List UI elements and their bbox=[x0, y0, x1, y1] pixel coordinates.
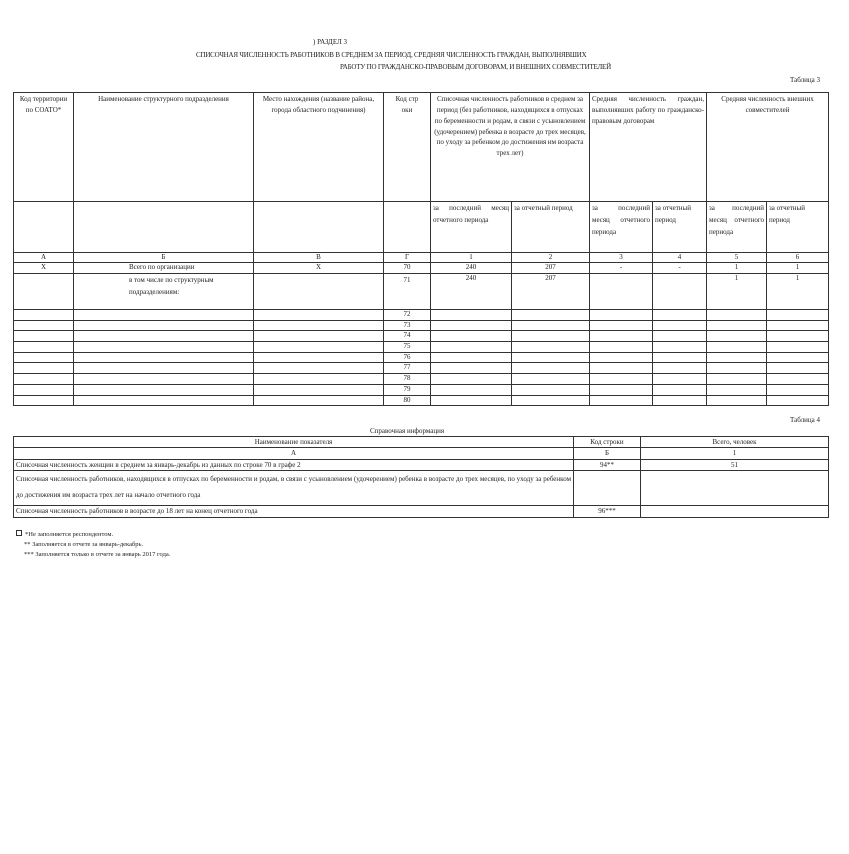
cell-value[interactable] bbox=[707, 320, 767, 331]
column-letter: 2 bbox=[512, 253, 590, 263]
cell-value[interactable] bbox=[653, 363, 707, 374]
cell-unit-name[interactable] bbox=[74, 363, 254, 374]
bullet-square-icon bbox=[16, 530, 22, 536]
cell-value[interactable] bbox=[512, 374, 590, 385]
cell-location[interactable] bbox=[254, 374, 384, 385]
cell-value[interactable]: - bbox=[653, 263, 707, 274]
column-letter: Б bbox=[74, 253, 254, 263]
t4-letter: А bbox=[14, 448, 574, 459]
cell-value[interactable] bbox=[707, 374, 767, 385]
t4-row-code: 94** bbox=[574, 459, 641, 470]
cell-value[interactable] bbox=[767, 320, 829, 331]
table-4 bbox=[13, 436, 829, 518]
footnote: ** Заполняется в отчете за январь-декабрь. bbox=[24, 541, 144, 548]
cell-value[interactable] bbox=[767, 342, 829, 353]
column-letter: 6 bbox=[767, 253, 829, 263]
cell-value[interactable] bbox=[767, 395, 829, 406]
header-unit-name: Наименование структурного подразделения bbox=[74, 93, 254, 202]
cell-value[interactable]: 1 bbox=[767, 263, 829, 274]
column-letter: Г bbox=[384, 253, 431, 263]
cell-row-code: 71 bbox=[384, 274, 431, 310]
section-heading-line2: РАБОТУ ПО ГРАЖДАНСКО-ПРАВОВЫМ ДОГОВОРАМ, И ВНЕШНИХ СОВМЕСТИТЕЛЕЙ bbox=[340, 63, 611, 71]
cell-territory bbox=[14, 363, 74, 374]
cell-value[interactable] bbox=[707, 331, 767, 342]
header-payroll: Списочная численность работников в среднем за период (без работников, находящихся в отпусках по беременности и родам, в связи с усыновлением (удочерением) ребенка в возрасте до трех месяцев, по уходу за ребенком до достижения им возраста трех лет) bbox=[431, 93, 590, 202]
table-row bbox=[14, 331, 829, 342]
table-row bbox=[14, 384, 829, 395]
cell-value[interactable] bbox=[707, 352, 767, 363]
cell-value[interactable] bbox=[431, 363, 512, 374]
cell-value[interactable] bbox=[512, 331, 590, 342]
cell-value[interactable] bbox=[512, 384, 590, 395]
column-letter: 1 bbox=[431, 253, 512, 263]
cell-territory bbox=[14, 374, 74, 385]
cell-value[interactable] bbox=[431, 342, 512, 353]
cell-value[interactable] bbox=[653, 395, 707, 406]
header-civil-contracts: Средняя численность граждан, выполнявших работу по гражданско-правовым договорам bbox=[590, 93, 707, 202]
table-row bbox=[14, 263, 829, 274]
cell-value[interactable] bbox=[767, 374, 829, 385]
cell-value[interactable] bbox=[653, 384, 707, 395]
subheader-period: за последний месяц отчетного периода bbox=[431, 202, 512, 253]
subheader-period: за отчетный период bbox=[512, 202, 590, 253]
cell-value[interactable] bbox=[590, 274, 653, 310]
cell-territory bbox=[14, 395, 74, 406]
table3-label: Таблица 3 bbox=[790, 76, 820, 84]
cell-value[interactable] bbox=[653, 310, 707, 321]
cell-territory bbox=[14, 320, 74, 331]
table-row bbox=[14, 320, 829, 331]
cell-row-code: 75 bbox=[384, 342, 431, 353]
cell-value[interactable] bbox=[590, 374, 653, 385]
cell-value[interactable] bbox=[653, 274, 707, 310]
cell-value[interactable] bbox=[653, 374, 707, 385]
cell-unit-name[interactable] bbox=[74, 310, 254, 321]
table-row bbox=[14, 310, 829, 321]
cell-territory bbox=[14, 310, 74, 321]
cell-location[interactable] bbox=[254, 320, 384, 331]
cell-row-code: 70 bbox=[384, 263, 431, 274]
cell-value[interactable] bbox=[431, 384, 512, 395]
cell-value[interactable] bbox=[767, 331, 829, 342]
t4-row-value bbox=[641, 471, 829, 506]
cell-territory: Х bbox=[14, 263, 74, 274]
cell-row-code: 78 bbox=[384, 374, 431, 385]
cell-row-code: 73 bbox=[384, 320, 431, 331]
cell-value[interactable] bbox=[512, 320, 590, 331]
cell-value[interactable]: 1 bbox=[707, 263, 767, 274]
cell-value[interactable] bbox=[512, 310, 590, 321]
cell-unit-name[interactable] bbox=[74, 331, 254, 342]
cell-value[interactable] bbox=[431, 320, 512, 331]
cell-territory bbox=[14, 384, 74, 395]
cell-value[interactable] bbox=[653, 320, 707, 331]
cell-territory bbox=[14, 342, 74, 353]
cell-location[interactable] bbox=[254, 395, 384, 406]
cell-value[interactable] bbox=[590, 384, 653, 395]
cell-value[interactable]: - bbox=[590, 263, 653, 274]
cell-value[interactable] bbox=[767, 310, 829, 321]
t4-row-name: Списочная численность женщин в среднем за январь-декабрь из данных по строке 70 в графе 2 bbox=[14, 459, 574, 470]
cell-value[interactable] bbox=[512, 395, 590, 406]
table-3 bbox=[13, 92, 829, 406]
column-letter: В bbox=[254, 253, 384, 263]
t4-row-value: 51 bbox=[641, 459, 829, 470]
cell-value[interactable] bbox=[512, 342, 590, 353]
cell-row-code: 79 bbox=[384, 384, 431, 395]
table-row bbox=[14, 352, 829, 363]
cell-row-code: 80 bbox=[384, 395, 431, 406]
cell-value[interactable] bbox=[590, 363, 653, 374]
cell-value[interactable]: 207 bbox=[512, 263, 590, 274]
cell-value[interactable] bbox=[767, 384, 829, 395]
cell-row-code: 76 bbox=[384, 352, 431, 363]
footnote bbox=[16, 530, 113, 539]
t4-letter: Б bbox=[574, 448, 641, 459]
cell-unit-name[interactable]: в том числе по структурным подразделениям: bbox=[74, 274, 254, 310]
cell-territory bbox=[14, 352, 74, 363]
empty-cell bbox=[254, 202, 384, 253]
table-row bbox=[14, 374, 829, 385]
cell-unit-name[interactable] bbox=[74, 374, 254, 385]
cell-row-code: 72 bbox=[384, 310, 431, 321]
cell-location[interactable] bbox=[254, 342, 384, 353]
section-heading-line1: СПИСОЧНАЯ ЧИСЛЕННОСТЬ РАБОТНИКОВ В СРЕДНЕМ ЗА ПЕРИОД, СРЕДНЯЯ ЧИСЛЕННОСТЬ ГРАЖДАН, ВЫПОЛНЯВШИХ bbox=[196, 51, 587, 59]
cell-value[interactable] bbox=[707, 342, 767, 353]
cell-value[interactable] bbox=[431, 395, 512, 406]
cell-value[interactable] bbox=[512, 352, 590, 363]
cell-row-code: 74 bbox=[384, 331, 431, 342]
cell-value[interactable] bbox=[653, 331, 707, 342]
t4-row-name: Списочная численность работников в возрасте до 18 лет на конец отчетного года bbox=[14, 506, 574, 517]
subheader-period: за последний месяц отчетного периода bbox=[707, 202, 767, 253]
cell-value[interactable] bbox=[431, 352, 512, 363]
table-row bbox=[14, 342, 829, 353]
column-letter: А bbox=[14, 253, 74, 263]
cell-location[interactable] bbox=[254, 274, 384, 310]
t4-header-code: Код строки bbox=[574, 437, 641, 448]
cell-value[interactable] bbox=[590, 310, 653, 321]
cell-value[interactable] bbox=[431, 331, 512, 342]
section-title: ) РАЗДЕЛ 3 bbox=[313, 38, 347, 46]
t4-row-name: Списочная численность работников, находящихся в отпусках по беременности и родам, в связи с усыновлением (удочерением) ребенка в возрасте до трех месяцев, по уходу за ребенком до достижения им возраста трех лет на начало отчетного года bbox=[14, 471, 574, 506]
cell-value[interactable] bbox=[707, 310, 767, 321]
cell-location[interactable] bbox=[254, 352, 384, 363]
cell-territory bbox=[14, 331, 74, 342]
column-letter: 5 bbox=[707, 253, 767, 263]
cell-value[interactable] bbox=[707, 395, 767, 406]
cell-value[interactable]: 240 bbox=[431, 274, 512, 310]
footnote: *** Заполняется только в отчете за январь 2017 года. bbox=[24, 551, 171, 558]
cell-value[interactable] bbox=[590, 331, 653, 342]
t4-header-total: Всего, человек bbox=[641, 437, 829, 448]
table4-title: Справочная информация bbox=[370, 427, 445, 435]
cell-value[interactable]: 207 bbox=[512, 274, 590, 310]
empty-cell bbox=[14, 202, 74, 253]
cell-value[interactable] bbox=[590, 352, 653, 363]
empty-cell bbox=[384, 202, 431, 253]
header-location: Место нахождения (название района, города областного подчинения) bbox=[254, 93, 384, 202]
cell-unit-name[interactable]: Всего по организации bbox=[74, 263, 254, 274]
t4-header-name: Наименование показателя bbox=[14, 437, 574, 448]
t4-row-code: 96*** bbox=[574, 506, 641, 517]
subheader-period: за отчетный период bbox=[767, 202, 829, 253]
cell-value[interactable] bbox=[653, 342, 707, 353]
table-row bbox=[14, 274, 829, 310]
footnote-text: *Не заполняется респондентом. bbox=[25, 531, 114, 538]
table-row bbox=[14, 363, 829, 374]
cell-location[interactable] bbox=[254, 384, 384, 395]
cell-unit-name[interactable] bbox=[74, 320, 254, 331]
t4-row-value bbox=[641, 506, 829, 517]
cell-value[interactable] bbox=[707, 384, 767, 395]
t4-letter: 1 bbox=[641, 448, 829, 459]
cell-location[interactable] bbox=[254, 331, 384, 342]
cell-value[interactable] bbox=[590, 395, 653, 406]
cell-value[interactable]: 1 bbox=[707, 274, 767, 310]
cell-value[interactable] bbox=[590, 342, 653, 353]
column-letter: 4 bbox=[653, 253, 707, 263]
header-external: Средняя численность внешних совместителей bbox=[707, 93, 829, 202]
cell-unit-name[interactable] bbox=[74, 352, 254, 363]
header-territory-code: Код территории по СОАТО* bbox=[14, 93, 74, 202]
empty-cell bbox=[74, 202, 254, 253]
table-row bbox=[14, 395, 829, 406]
subheader-period: за отчетный период bbox=[653, 202, 707, 253]
cell-value[interactable] bbox=[512, 363, 590, 374]
cell-location[interactable] bbox=[254, 310, 384, 321]
cell-value[interactable] bbox=[707, 363, 767, 374]
cell-unit-name[interactable] bbox=[74, 342, 254, 353]
cell-territory bbox=[14, 274, 74, 310]
cell-value[interactable] bbox=[590, 320, 653, 331]
cell-row-code: 77 bbox=[384, 363, 431, 374]
cell-value[interactable] bbox=[653, 352, 707, 363]
subheader-period: за последний месяц отчетного периода bbox=[590, 202, 653, 253]
cell-unit-name[interactable] bbox=[74, 395, 254, 406]
cell-value[interactable] bbox=[767, 352, 829, 363]
cell-value[interactable]: 240 bbox=[431, 263, 512, 274]
cell-unit-name[interactable] bbox=[74, 384, 254, 395]
cell-location[interactable] bbox=[254, 363, 384, 374]
t4-row-code bbox=[574, 471, 641, 506]
cell-location[interactable]: Х bbox=[254, 263, 384, 274]
column-letter: 3 bbox=[590, 253, 653, 263]
cell-value[interactable] bbox=[767, 363, 829, 374]
cell-value[interactable] bbox=[431, 374, 512, 385]
table4-label: Таблица 4 bbox=[790, 416, 820, 424]
cell-value[interactable] bbox=[431, 310, 512, 321]
cell-value[interactable]: 1 bbox=[767, 274, 829, 310]
header-row-code: Код строки bbox=[384, 93, 431, 202]
